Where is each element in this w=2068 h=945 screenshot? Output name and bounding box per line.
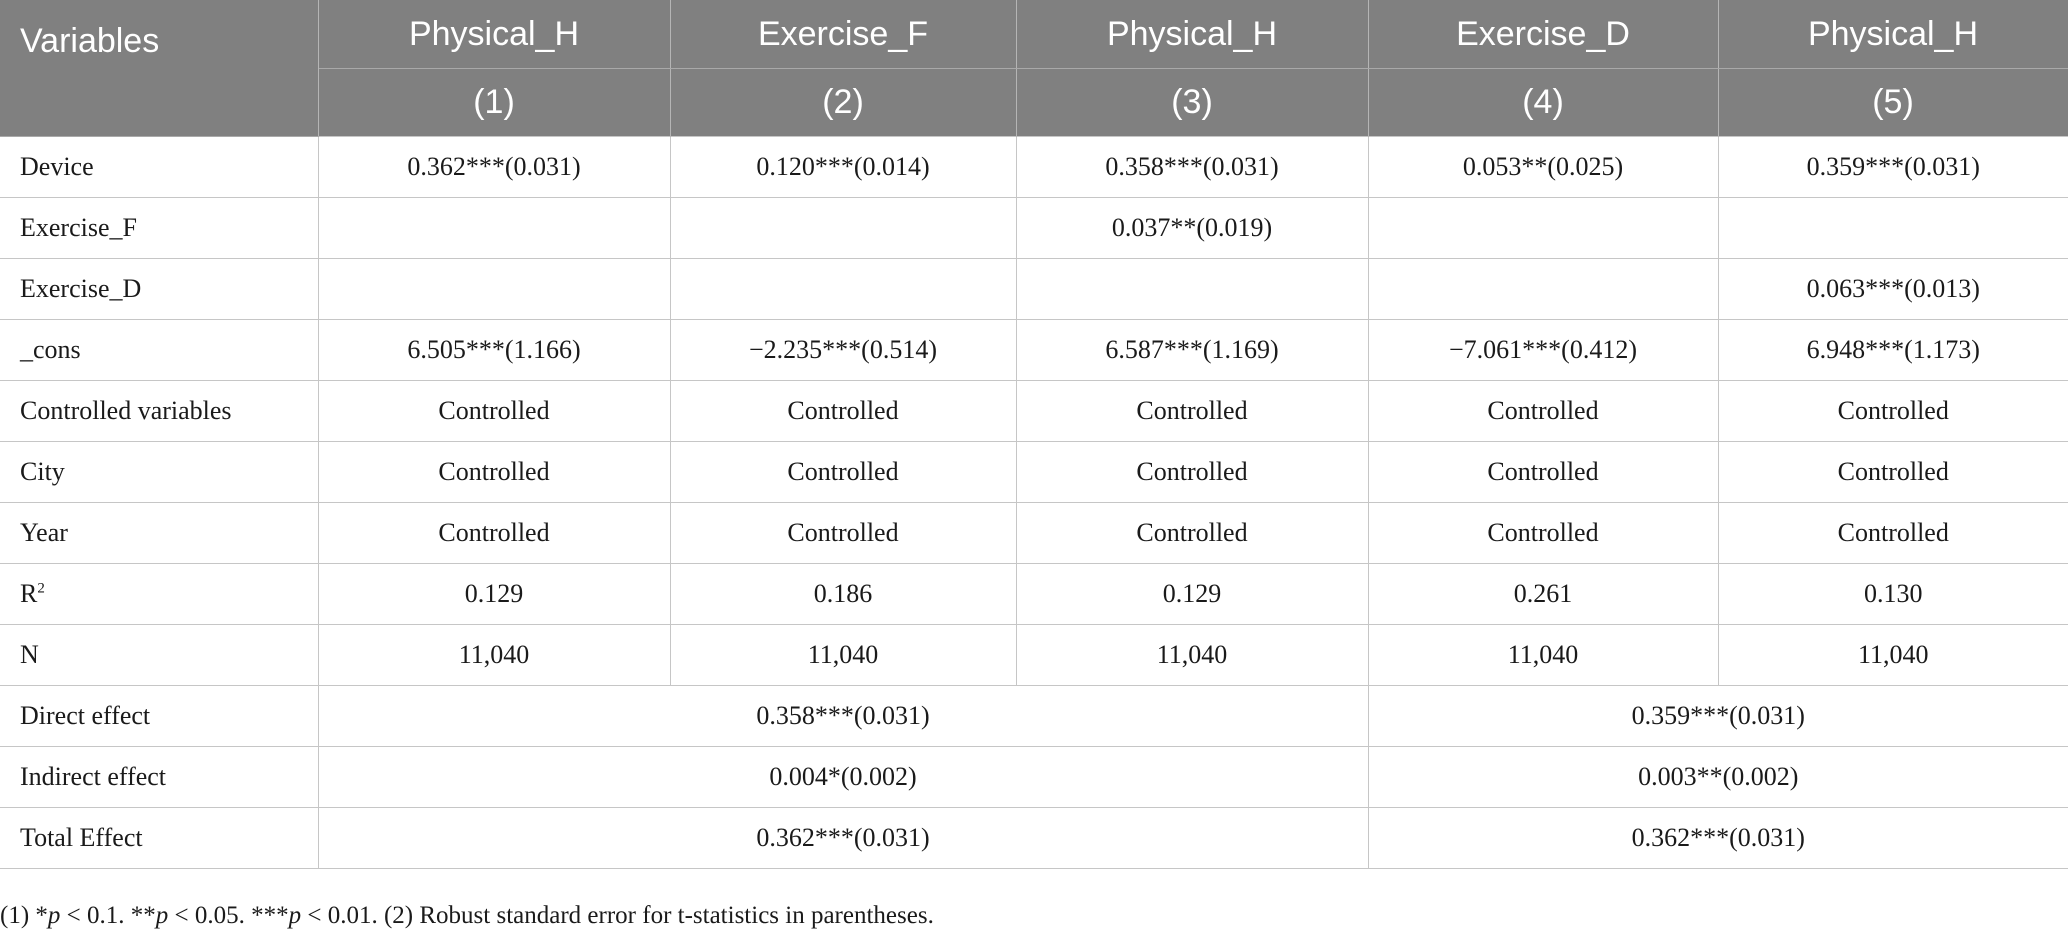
table-cell: 11,040 xyxy=(318,625,670,686)
table-cell: Controlled xyxy=(670,442,1016,503)
table-row-city xyxy=(0,442,2068,503)
table-row-indirect-effect xyxy=(0,747,2068,808)
table-cell: 0.358***(0.031) xyxy=(1016,137,1368,198)
table-cell xyxy=(1016,259,1368,320)
table-cell-merged: 0.359***(0.031) xyxy=(1368,686,2068,747)
model-number-header: (5) xyxy=(1718,69,2068,137)
table-cell: 6.505***(1.166) xyxy=(318,320,670,381)
dep-var-header: Exercise_D xyxy=(1368,0,1718,69)
table-cell: 0.063***(0.013) xyxy=(1718,259,2068,320)
row-label: City xyxy=(0,442,318,503)
table-cell: 0.130 xyxy=(1718,564,2068,625)
table-footnote xyxy=(0,902,2068,930)
footnote-p-symbol: p xyxy=(288,902,302,929)
table-cell: Controlled xyxy=(1368,503,1718,564)
table-cell xyxy=(1368,259,1718,320)
row-label: _cons xyxy=(0,320,318,381)
table-cell xyxy=(318,198,670,259)
dep-var-header: Exercise_F xyxy=(670,0,1016,69)
row-label: N xyxy=(0,625,318,686)
table-row-exercise-f xyxy=(0,198,2068,259)
table-cell: Controlled xyxy=(1016,381,1368,442)
table-cell-merged: 0.362***(0.031) xyxy=(318,808,1368,869)
model-number-header: (3) xyxy=(1016,69,1368,137)
table-cell: 0.120***(0.014) xyxy=(670,137,1016,198)
table-cell: 0.186 xyxy=(670,564,1016,625)
header-row-dependent-vars xyxy=(0,0,2068,69)
table-cell xyxy=(1718,198,2068,259)
dep-var-header: Physical_H xyxy=(1016,0,1368,69)
table-cell xyxy=(318,259,670,320)
dep-var-header: Physical_H xyxy=(1718,0,2068,69)
footnote-text: < 0.1. ** xyxy=(60,902,156,929)
footnote-p-symbol: p xyxy=(47,902,61,929)
table-cell: Controlled xyxy=(318,442,670,503)
table-cell-merged: 0.003**(0.002) xyxy=(1368,747,2068,808)
table-row-controlled-variables xyxy=(0,381,2068,442)
model-number-header: (1) xyxy=(318,69,670,137)
table-cell: Controlled xyxy=(1718,381,2068,442)
model-number-header: (2) xyxy=(670,69,1016,137)
table-cell: 0.261 xyxy=(1368,564,1718,625)
table-cell: −2.235***(0.514) xyxy=(670,320,1016,381)
table-cell: Controlled xyxy=(1368,381,1718,442)
table-row-direct-effect xyxy=(0,686,2068,747)
dep-var-header: Physical_H xyxy=(318,0,670,69)
table-cell: Controlled xyxy=(1718,503,2068,564)
table-cell: 6.948***(1.173) xyxy=(1718,320,2068,381)
row-label: Controlled variables xyxy=(0,381,318,442)
table-row-r-squared xyxy=(0,564,2068,625)
table-cell: 0.362***(0.031) xyxy=(318,137,670,198)
table-cell: Controlled xyxy=(1016,442,1368,503)
table-row-n xyxy=(0,625,2068,686)
model-number-header: (4) xyxy=(1368,69,1718,137)
table-cell xyxy=(1368,198,1718,259)
row-label: Indirect effect xyxy=(0,747,318,808)
footnote-text: < 0.05. *** xyxy=(168,902,289,929)
row-label: Exercise_D xyxy=(0,259,318,320)
row-label: Year xyxy=(0,503,318,564)
table-cell: Controlled xyxy=(670,381,1016,442)
table-cell: 0.129 xyxy=(318,564,670,625)
table-row-exercise-d xyxy=(0,259,2068,320)
table-row-device xyxy=(0,137,2068,198)
r-squared-superscript: 2 xyxy=(37,580,45,597)
table-cell: 0.053**(0.025) xyxy=(1368,137,1718,198)
table-row-year xyxy=(0,503,2068,564)
row-label: Total Effect xyxy=(0,808,318,869)
table-cell: Controlled xyxy=(1368,442,1718,503)
table-cell: 0.359***(0.031) xyxy=(1718,137,2068,198)
variables-header: Variables xyxy=(0,0,318,137)
table-cell: Controlled xyxy=(1718,442,2068,503)
table-body xyxy=(0,137,2068,869)
table-row-total-effect xyxy=(0,808,2068,869)
table-cell: 11,040 xyxy=(1718,625,2068,686)
table-cell xyxy=(670,198,1016,259)
table-cell: 0.129 xyxy=(1016,564,1368,625)
footnote-text: (1) * xyxy=(0,902,48,929)
table-cell: 11,040 xyxy=(1016,625,1368,686)
footnote-text: < 0.01. (2) Robust standard error for t-statistics in parentheses. xyxy=(301,902,934,929)
table-cell: 0.037**(0.019) xyxy=(1016,198,1368,259)
table-cell: Controlled xyxy=(318,503,670,564)
row-label xyxy=(0,564,318,625)
table-row-cons xyxy=(0,320,2068,381)
table-cell: Controlled xyxy=(1016,503,1368,564)
table-cell xyxy=(670,259,1016,320)
table-cell: 6.587***(1.169) xyxy=(1016,320,1368,381)
row-label: Exercise_F xyxy=(0,198,318,259)
row-label: Direct effect xyxy=(0,686,318,747)
r-squared-label: R xyxy=(20,579,38,608)
table-cell-merged: 0.004*(0.002) xyxy=(318,747,1368,808)
table-header xyxy=(0,0,2068,137)
row-label: Device xyxy=(0,137,318,198)
table-cell: 11,040 xyxy=(1368,625,1718,686)
table-cell: Controlled xyxy=(670,503,1016,564)
table-cell: −7.061***(0.412) xyxy=(1368,320,1718,381)
table-cell-merged: 0.362***(0.031) xyxy=(1368,808,2068,869)
table-cell: 11,040 xyxy=(670,625,1016,686)
table-cell: Controlled xyxy=(318,381,670,442)
footnote-p-symbol: p xyxy=(155,902,169,929)
table-cell-merged: 0.358***(0.031) xyxy=(318,686,1368,747)
